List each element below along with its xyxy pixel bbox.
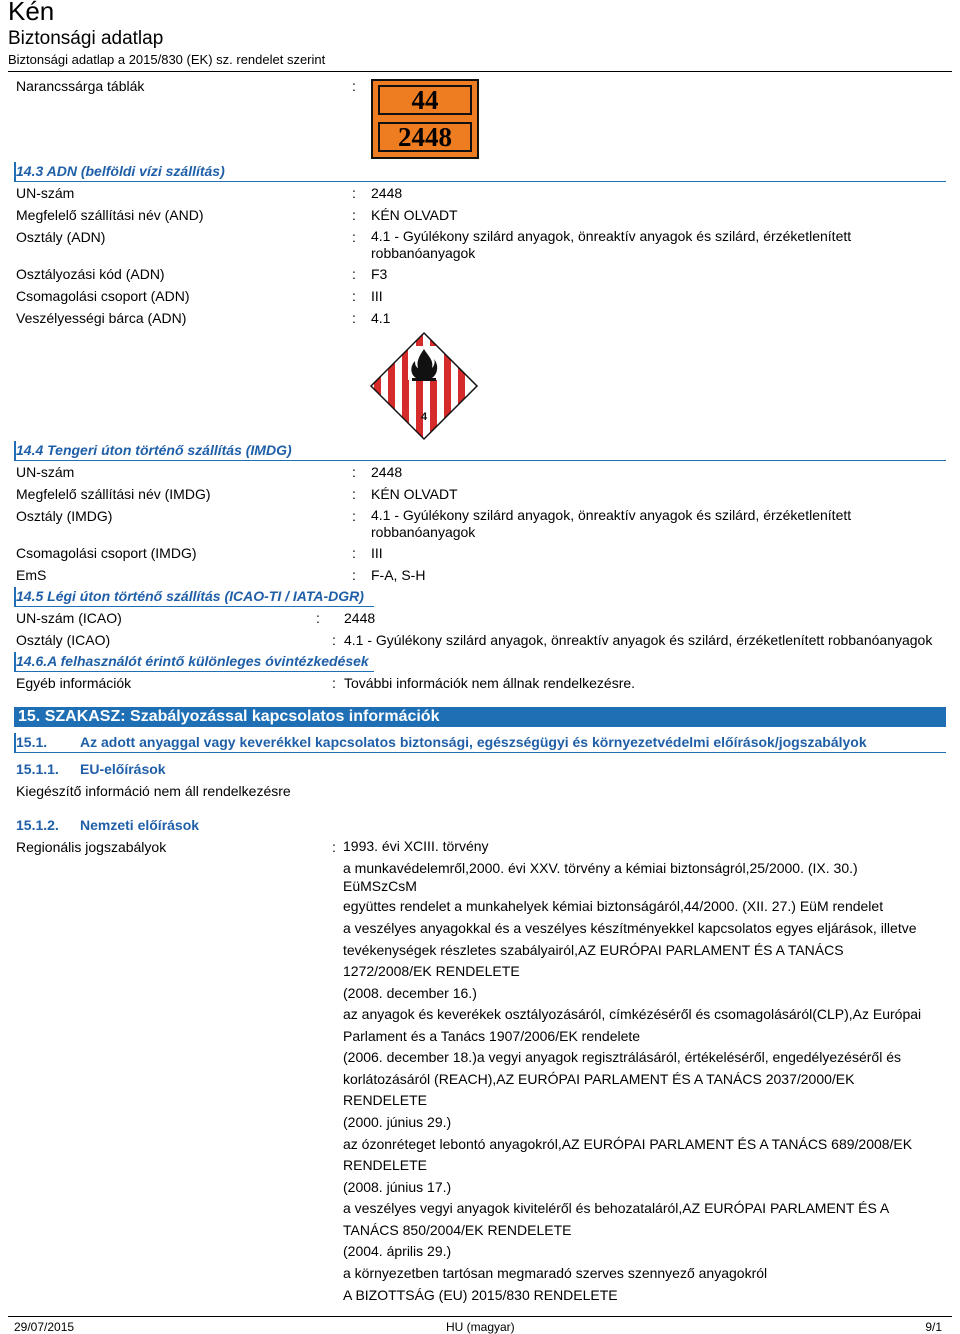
section-15-1-2-title: Nemzeti előírások — [80, 817, 200, 833]
regulation-line: az anyagok és keverékek osztályozásáról, címkézéséről és csomagolásáról(CLP),Az Európai — [343, 1006, 922, 1022]
hazard-class-number: 4 — [420, 411, 428, 423]
regulation-line: EüMSzCsM — [343, 878, 417, 894]
section-15-title-bar: 15. SZAKASZ: Szabályozással kapcsolatos információk — [14, 707, 946, 727]
header-divider — [8, 71, 952, 72]
special-precautions-heading: 14.6.A felhasználót érintő különleges óvintézkedések — [14, 652, 374, 672]
adn-heading: 14.3 ADN (belföldi vízi szállítás) — [14, 162, 946, 182]
regulation-line: (2008. december 16.) — [343, 985, 477, 1001]
regulation-line: tevékenységek részletes szabályairól,AZ EURÓPAI PARLAMENT ÉS A TANÁCS — [343, 942, 844, 958]
regulation-line: TANÁCS 850/2004/EK RENDELETE — [343, 1222, 572, 1238]
regulation-line: 1993. évi XCIII. törvény — [343, 838, 489, 854]
un-number: 2448 — [378, 122, 472, 152]
document-title: Kén — [8, 0, 55, 26]
regulation-line: a veszélyes anyagokkal és a veszélyes készítményekkel kapcsolatos egyes eljárások, illetve — [343, 920, 917, 936]
regulation-line: Parlament és a Tanács 1907/2006/EK rendelete — [343, 1028, 641, 1044]
regulation-line: a környezetben tartósan megmaradó szerves szennyező anyagokról — [343, 1265, 768, 1281]
section-15-1-1-title: EU-előírások — [80, 761, 166, 777]
imdg-heading: 14.4 Tengeri úton történő szállítás (IMDG) — [14, 441, 946, 461]
regulation-line: A BIZOTTSÁG (EU) 2015/830 RENDELETE — [343, 1287, 618, 1303]
flammable-solid-hazard-icon — [368, 330, 480, 442]
footer-date: 29/07/2015 — [14, 1320, 75, 1334]
regulation-line: (2008. június 17.) — [343, 1179, 452, 1195]
regulation-line: korlátozásáról (REACH),AZ EURÓPAI PARLAMENT ÉS A TANÁCS 2037/2000/EK — [343, 1071, 855, 1087]
regulation-line: a veszélyes vegyi anyagok kiviteléről és behozataláról,AZ EURÓPAI PARLAMENT ÉS A — [343, 1200, 890, 1216]
regulation-line: együttes rendelet a munkahelyek kémiai biztonságáról,44/2000. (XII. 27.) EüM rendelet — [343, 898, 884, 914]
icao-heading: 14.5 Légi úton történő szállítás (ICAO-TI / IATA-DGR) — [14, 587, 374, 607]
regulation-line: (2004. április 29.) — [343, 1243, 452, 1259]
footer-language: HU (magyar) — [446, 1320, 515, 1334]
document-subtitle: Biztonsági adatlap — [8, 28, 164, 49]
colon: : — [352, 78, 356, 94]
footer-page-number: 9/1 — [925, 1320, 942, 1334]
regulation-line: RENDELETE — [343, 1157, 428, 1173]
regulation-note: Biztonsági adatlap a 2015/830 (EK) sz. rendelet szerint — [8, 52, 326, 67]
section-15-1-heading: 15.1. Az adott anyaggal vagy keverékkel kapcsolatos biztonsági, egészségügyi és környezetvédelmi előírások/jogszabályok — [14, 733, 946, 753]
section-15-1-1-number: 15.1.1. — [16, 761, 59, 777]
footer-divider — [8, 1316, 952, 1317]
regulation-line: 1272/2008/EK RENDELETE — [343, 963, 520, 979]
regulation-line: a munkavédelemről,2000. évi XXV. törvény a kémiai biztonságról,25/2000. (IX. 30.) — [343, 860, 858, 876]
regulation-line: (2006. december 18.)a vegyi anyagok regisztrálásáról, értékeléséről, engedélyezéséről és — [343, 1049, 901, 1065]
orange-plate-sign — [371, 79, 479, 159]
hazard-id-number: 44 — [378, 85, 472, 115]
regulation-line: (2000. június 29.) — [343, 1114, 452, 1130]
regulation-line: az ózonréteget lebontó anyagokról,AZ EURÓPAI PARLAMENT ÉS A TANÁCS 689/2008/EK — [343, 1136, 913, 1152]
regulation-line: RENDELETE — [343, 1092, 428, 1108]
section-15-1-2-number: 15.1.2. — [16, 817, 59, 833]
orange-plate-label: Narancssárga táblák — [16, 78, 145, 94]
